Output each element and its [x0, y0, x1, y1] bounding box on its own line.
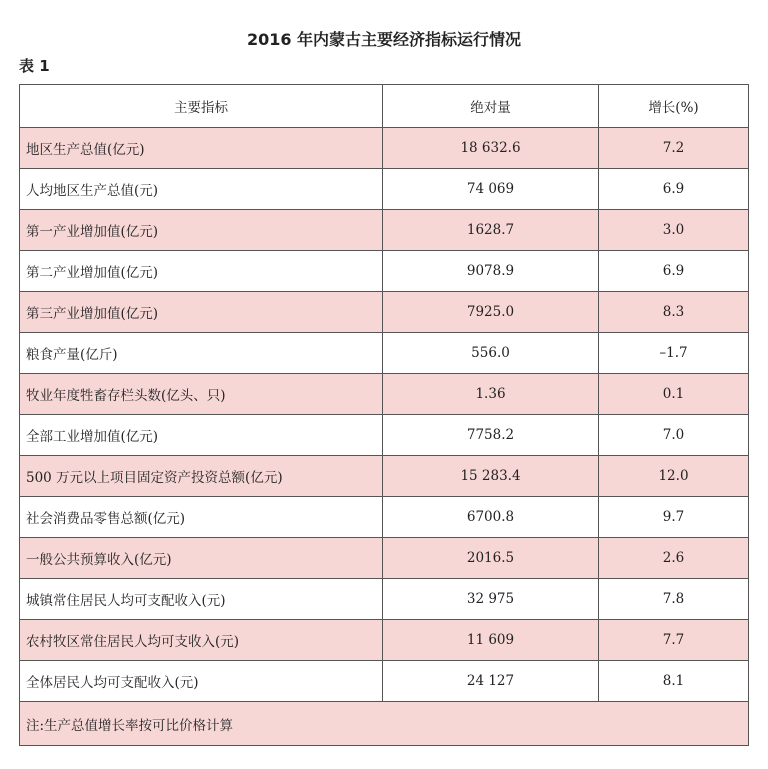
indicator-growth: 7.0 — [599, 415, 749, 456]
table-row — [20, 456, 749, 497]
table-row — [20, 497, 749, 538]
indicator-name: 全体居民人均可支配收入(元) — [20, 661, 383, 702]
indicator-name: 地区生产总值(亿元) — [20, 128, 383, 169]
indicator-name: 第三产业增加值(亿元) — [20, 292, 383, 333]
indicator-value: 18 632.6 — [383, 128, 599, 169]
indicator-value: 15 283.4 — [383, 456, 599, 497]
table-row — [20, 538, 749, 579]
indicator-name: 农村牧区常住居民人均可支收入(元) — [20, 620, 383, 661]
table-row — [20, 210, 749, 251]
indicator-growth: 6.9 — [599, 251, 749, 292]
indicator-value: 11 609 — [383, 620, 599, 661]
table-label: 表 1 — [19, 57, 50, 75]
table-header-row — [20, 85, 749, 128]
indicator-name: 第一产业增加值(亿元) — [20, 210, 383, 251]
indicator-value: 7758.2 — [383, 415, 599, 456]
table-note-row — [20, 702, 749, 746]
table-row — [20, 415, 749, 456]
indicator-name: 500 万元以上项目固定资产投资总额(亿元) — [20, 456, 383, 497]
table-note: 注:生产总值增长率按可比价格计算 — [20, 702, 749, 746]
indicator-name: 第二产业增加值(亿元) — [20, 251, 383, 292]
table-row — [20, 661, 749, 702]
indicator-growth: –1.7 — [599, 333, 749, 374]
table-row — [20, 333, 749, 374]
indicator-growth: 8.1 — [599, 661, 749, 702]
indicator-value: 6700.8 — [383, 497, 599, 538]
indicator-value: 1628.7 — [383, 210, 599, 251]
indicator-value: 9078.9 — [383, 251, 599, 292]
indicator-growth: 0.1 — [599, 374, 749, 415]
economic-indicators-table — [19, 84, 749, 746]
table-row — [20, 169, 749, 210]
indicator-growth: 3.0 — [599, 210, 749, 251]
header-indicator: 主要指标 — [20, 85, 383, 128]
indicator-name: 粮食产量(亿斤) — [20, 333, 383, 374]
indicator-value: 74 069 — [383, 169, 599, 210]
indicator-value: 556.0 — [383, 333, 599, 374]
indicator-name: 牧业年度牲畜存栏头数(亿头、只) — [20, 374, 383, 415]
header-growth: 增长(%) — [599, 85, 749, 128]
indicator-growth: 12.0 — [599, 456, 749, 497]
header-absolute-value: 绝对量 — [383, 85, 599, 128]
indicator-growth: 2.6 — [599, 538, 749, 579]
indicator-growth: 9.7 — [599, 497, 749, 538]
page-title: 2016 年内蒙古主要经济指标运行情况 — [246, 30, 522, 49]
indicator-value: 32 975 — [383, 579, 599, 620]
indicator-name: 全部工业增加值(亿元) — [20, 415, 383, 456]
indicator-value: 2016.5 — [383, 538, 599, 579]
indicator-value: 24 127 — [383, 661, 599, 702]
indicator-name: 一般公共预算收入(亿元) — [20, 538, 383, 579]
indicator-growth: 7.8 — [599, 579, 749, 620]
table-row — [20, 620, 749, 661]
table-row — [20, 128, 749, 169]
indicator-value: 7925.0 — [383, 292, 599, 333]
table-row — [20, 292, 749, 333]
table-row — [20, 579, 749, 620]
indicator-growth: 7.7 — [599, 620, 749, 661]
table-row — [20, 251, 749, 292]
indicator-name: 城镇常住居民人均可支配收入(元) — [20, 579, 383, 620]
indicator-name: 社会消费品零售总额(亿元) — [20, 497, 383, 538]
table-row — [20, 374, 749, 415]
indicator-growth: 8.3 — [599, 292, 749, 333]
indicator-growth: 6.9 — [599, 169, 749, 210]
indicator-growth: 7.2 — [599, 128, 749, 169]
indicator-value: 1.36 — [383, 374, 599, 415]
indicator-name: 人均地区生产总值(元) — [20, 169, 383, 210]
